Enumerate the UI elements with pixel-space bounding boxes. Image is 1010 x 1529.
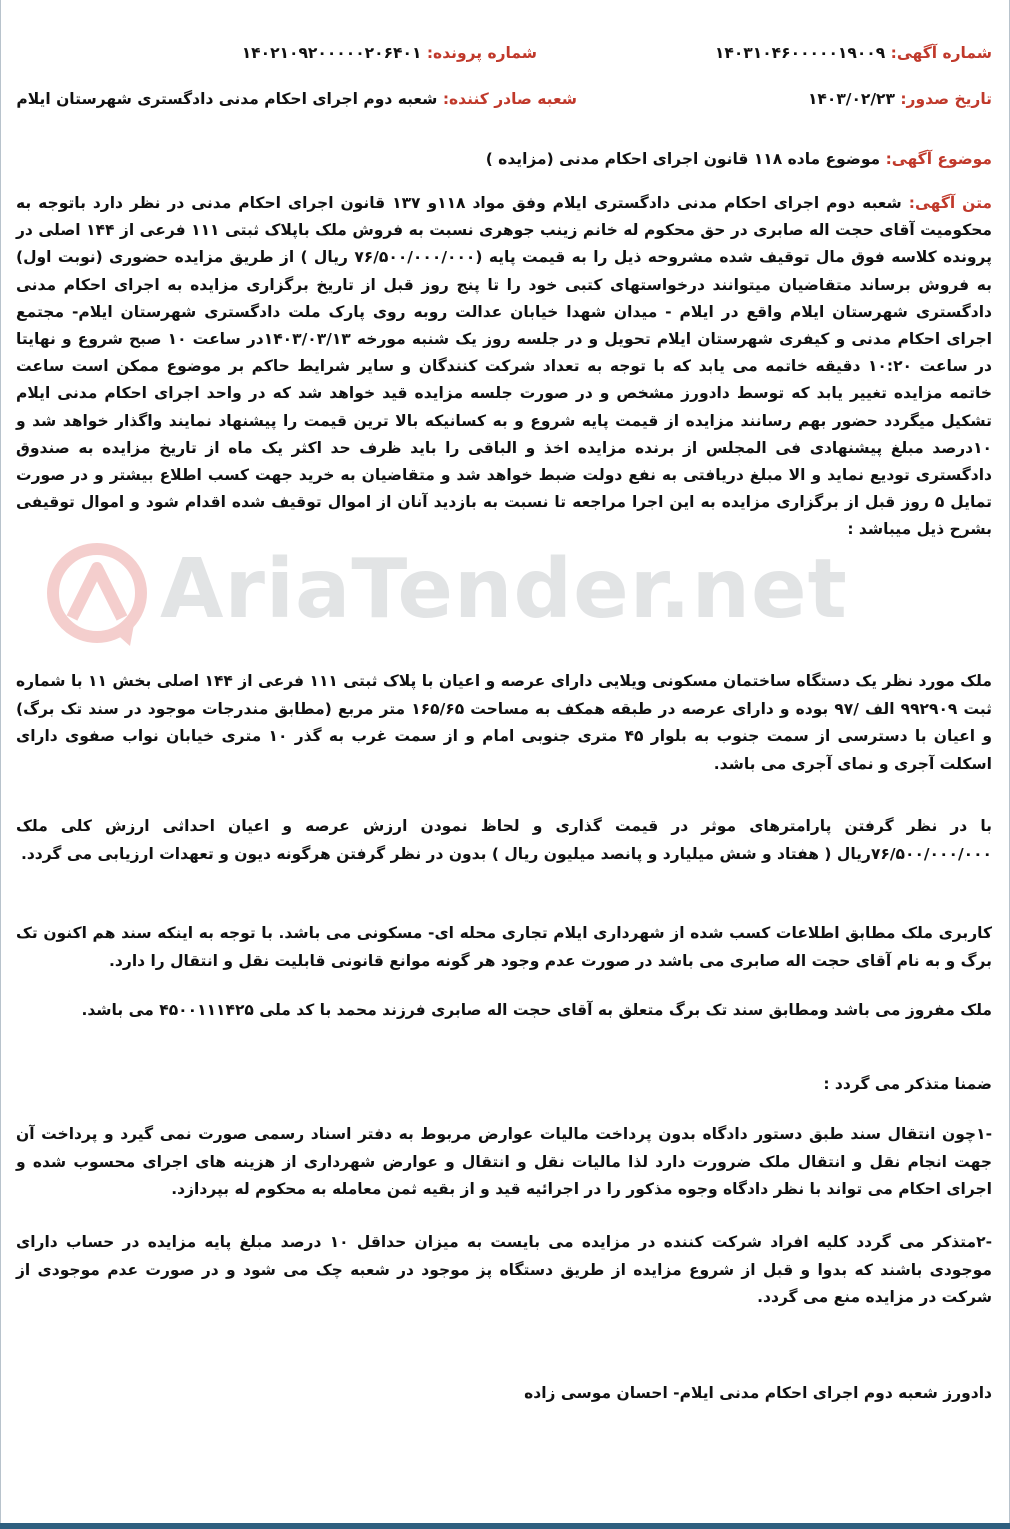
notice-heading-block	[16, 1071, 992, 1098]
header-row-issue	[18, 90, 992, 120]
topic-label: موضوع آگهی:	[885, 150, 992, 168]
watermark-text: AriaTender.net	[160, 542, 848, 637]
issue-date-label: تاریخ صدور:	[900, 90, 992, 108]
ad-number-label: شماره آگهی:	[890, 44, 992, 62]
footer-bar	[0, 1523, 1010, 1529]
aria-logo-icon	[42, 538, 152, 648]
main-paragraph-block	[16, 190, 992, 544]
valuation-paragraph-block	[16, 813, 992, 868]
issuer-label: شعبه صادر کننده:	[442, 90, 577, 108]
ad-number-field	[715, 44, 992, 62]
property-paragraph: ملک مورد نظر یک دستگاه ساختمان مسکونی ویلایی دارای عرصه و اعیان با پلاک ثبتی ۱۱۱ فرعی از ۱۴۴ اصلی بخش ۱۱ با شماره ثبت ۹۹۲۹۰۹ الف /۹۷ بوده و دارای عرصه در طبقه همکف به مساحت ۱۶۵/۶۵ متر مربع (مطابق مندرجات موجود در سند تک برگ) و اعیان با دسترسی از سمت جنوب به بلوار ۴۵ متری جنوبی امام و از سمت غرب به گذر ۱۰ متری خیابان نواب صفوی دارای اسکلت آجری و نمای آجری می باشد.	[16, 672, 993, 773]
usage-paragraph: کاربری ملک مطابق اطلاعات کسب شده از شهرداری ایلام تجاری محله ای- مسکونی می باشد. با توجه به اینکه سند هم اکنون تک برگ و به نام آقای حجت اله صابری می باشد در صورت عدم وجود هر گونه موانع قانونی قابلیت نقل و انتقال را دارد.	[16, 924, 992, 970]
property-paragraph-block	[16, 668, 992, 778]
header-row-numbers	[18, 44, 992, 74]
signature: دادورز شعبه دوم اجرای احکام مدنی ایلام- احسان موسی زاده	[524, 1384, 992, 1402]
issue-date-value: ۱۴۰۳/۰۲/۲۳	[807, 90, 895, 108]
ad-number-value: ۱۴۰۳۱۰۴۶۰۰۰۰۰۱۹۰۰۹	[714, 44, 886, 62]
issue-date-field	[808, 90, 992, 108]
valuation-paragraph: با در نظر گرفتن پارامترهای موثر در قیمت گذاری و لحاظ نمودن ارزش عرصه و اعیان احداثی ارزش کلی ملک ۷۶/۵۰۰/۰۰۰/۰۰۰ریال ( هفتاد و شش میلیارد و پانصد میلیون ریال ) بدون در نظر گرفتن هرگونه دیون و تعهدات ارزیابی می گردد.	[16, 817, 992, 863]
topic-field	[18, 150, 992, 168]
case-number-label: شماره پرونده:	[426, 44, 537, 62]
main-paragraph: شعبه دوم اجرای احکام مدنی دادگستری ایلام وفق مواد ۱۱۸و ۱۳۷ قانون اجرای احکام مدنی در نظر دارد باتوجه به محکومیت آقای حجت اله صابری در حق محکوم له خانم زینب جوهری نسبت به فروش ملک باپلاک ثبتی ۱۱۱ فرعی از ۱۴۴ اصلی در پرونده کلاسه فوق مال توقیف شده مشروحه ذیل را به قیمت پایه (۷۶/۵۰۰/۰۰۰/۰۰۰ ریال ) از طریق مزایده حضوری (نوبت اول) به فروش برساند متقاضیان میتوانند درخواستهای کتبی خود را تا پنج روز قبل از تاریخ برگزاری مزایده به اجرای احکام مدنی دادگستری شهرستان ایلام واقع در ایلام - میدان شهدا خیابان عدالت روبه روی پارک ملت دادگستری شهرستان ایلام- مجتمع اجرای احکام مدنی و کیفری شهرستان ایلام تحویل و در جلسه روز یک شنبه مورخه ۱۴۰۳/۰۳/۱۳در ساعت ۱۰ صبح شروع و نهایتا در ساعت ۱۰:۲۰ دقیقه خاتمه می یابد که با توجه به تعداد شرکت کنندگان و سایر شرایط حاکم بر موضوع ممکن است ساعت خاتمه مزایده تغییر یابد که توسط دادورز مشخص و در صورت جلسه مزایده قید خواهد شد که در واحد اجرای احکام مدنی ایلام تشکیل میگردد حضور بهم رسانند مزایده از قیمت پایه شروع و به کسانیکه بالا ترین قیمت را پیشنهاد نمایند واگذار خواهد شد و ۱۰درصد مبلغ پیشنهادی فی المجلس از برنده مزایده اخذ و الباقی را باید ظرف حد اکثر یک ماه از تاریخ مزایده به صندوق دادگستری تودیع نماید و الا مبلغ دریافتی به نفع دولت ضبط خواهد شد و متقاضیان به خرید جهت کسب اطلاع بیشتر و در صورت تمایل ۵ روز قبل از برگزاری مزایده به این اجرا مراجعه تا نسبت به بازدید آنان از اموال توقیف شده اقدام شود و اموال توقیفی بشرح ذیل میباشد :	[16, 194, 992, 539]
usage-paragraph-block	[16, 920, 992, 975]
topic-value: موضوع ماده ۱۱۸ قانون اجرای احکام مدنی (مزایده )	[485, 150, 881, 168]
case-number-field	[242, 44, 537, 62]
note-2: -۲متذکر می گردد کلیه افراد شرکت کننده در مزایده می بایست به میزان حداقل ۱۰ درصد مبلغ پایه مزایده در حساب دارای موجودی باشند که بدوا و قبل از شروع مزایده از طریق دستگاه پز موجود در شعبه چک می شود و در صورت عدم موجودی از شرکت در مزایده منع می گردد.	[16, 1233, 993, 1306]
signature-block	[16, 1380, 992, 1407]
case-number-value: ۱۴۰۲۱۰۹۲۰۰۰۰۰۲۰۶۴۰۱	[241, 44, 422, 62]
owner-paragraph-block	[16, 997, 992, 1024]
note-2-block	[16, 1229, 992, 1312]
note-1-block	[16, 1121, 992, 1204]
issuer-field	[16, 90, 577, 108]
owner-paragraph: ملک مفروز می باشد ومطابق سند تک برگ متعلق به آقای حجت اله صابری فرزند محمد با کد ملی ۴۵۰۰۱۱۱۴۲۵ می باشد.	[81, 1001, 992, 1019]
text-label: متن آگهی:	[908, 194, 993, 212]
issuer-value: شعبه دوم اجرای احکام مدنی دادگستری شهرستان ایلام	[16, 90, 438, 108]
notice-heading: ضمنا متذکر می گردد :	[823, 1075, 992, 1093]
note-1: -۱چون انتقال سند طبق دستور دادگاه بدون پرداخت مالیات عوارض مربوط به دفتر اسناد رسمی صورت نمی گیرد و پرداخت آن جهت انجام نقل و انتقال ملک ضرورت دارد لذا مالیات نقل و انتقال و عوارض شهرداری از هزینه های اجرای محسوب شده و اجرای احکام می تواند با نظر دادگاه وجوه مذکور را در اجرائیه قید و از بقیه ثمن معامله به محکوم له بپردازد.	[16, 1125, 992, 1198]
